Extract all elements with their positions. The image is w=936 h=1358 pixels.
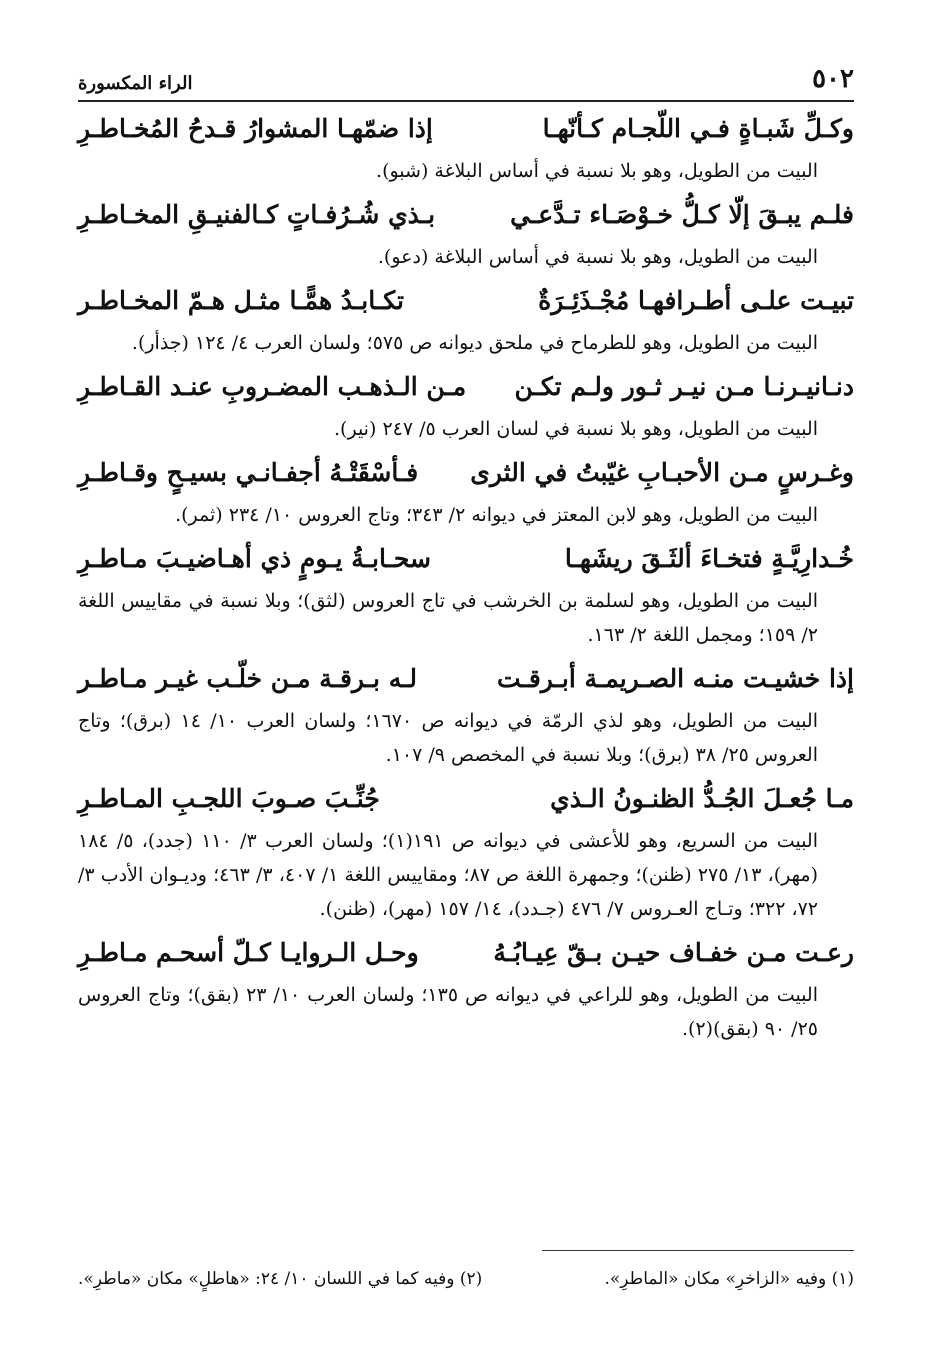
- verse-note: البيت من الطويل، وهو للراعي في ديوانه ص ١٣٥؛ ولسان العرب ١٠/ ٢٣ (بقق)؛ وتاج العروس ٢٥/ ٩٠ (بقق)(٢).: [78, 984, 818, 1040]
- second-hemistich: سحـابـةُ يـومٍ ذي أهـاضيـبَ مـاطـرِ: [78, 544, 431, 573]
- first-hemistich: مـا جُعـلَ الجُـدُّ الظنـونُ الـذي: [550, 784, 854, 813]
- verse-entry: [78, 772, 854, 926]
- verse-line: [78, 360, 854, 414]
- verse-entry: [78, 532, 854, 652]
- running-title: الراء المكسورة: [78, 73, 193, 94]
- first-hemistich: وكـلِّ شَبـاةٍ فـي اللّجـام كـأنّهـا: [542, 114, 854, 143]
- verse-line: [78, 102, 854, 156]
- verse-note: البيت من السريع، وهو للأعشى في ديوانه ص ١٩١(١)؛ ولسان العرب ٣/ ١١٠ (جدد)، ٥/ ١٨٤ (مهر)، ١٣/ ٢٧٥ (ظنن)؛ وجمهرة اللغة ص ٨٧؛ ومقاييس اللغة ١/ ٤٠٧، ٣/ ٤٦٣؛ وديـوان الأدب ٣/ ٧٢، ٣٢٢؛ وتـاج العـروس ٧/ ٤٧٦ (جـدد)، ١٤/ ١٥٧ (مهر)، (ظنن).: [78, 830, 818, 920]
- verse-entry: [78, 274, 854, 360]
- first-hemistich: إذا خشيـت منـه الصـريمـة أبـرقـت: [496, 664, 854, 693]
- first-hemistich: فلـم يبـقَ إلّا كـلُّ خـوْصَـاء تـدَّعـي: [510, 200, 854, 229]
- verse-entry: [78, 446, 854, 532]
- second-hemistich: مـن الـذهـب المضـروبِ عنـد القـاطـرِ: [78, 372, 467, 401]
- first-hemistich: خُـدارِيَّـةٍ فتخـاءَ ألثَـقَ ريشَهـا: [564, 544, 854, 573]
- second-hemistich: فـأسْقَتْـهُ أجفـانـي بسيـحٍ وقـاطـرِ: [78, 458, 419, 487]
- page-header: [78, 52, 854, 102]
- footnote-row: [78, 1265, 854, 1293]
- first-hemistich: رعـت مـن خفـاف حيـن بـقّ عِيـابُـهُ: [493, 938, 854, 967]
- footnote-1: (١) وفيه «الزاخرِ» مكان «الماطرِ».: [604, 1269, 854, 1289]
- footnote-2: (٢) وفيه كما في اللسان ١٠/ ٢٤: «هاطلٍ» مكان «ماطرِ».: [78, 1269, 483, 1289]
- verse-entry: [78, 652, 854, 772]
- second-hemistich: بـذي شُـرُفـاتٍ كـالفنيـقِ المخـاطـرِ: [78, 200, 436, 229]
- verse-note: البيت من الطويل، وهو لسلمة بن الخرشب في تاج العروس (لثق)؛ وبلا نسبة في مقاييس اللغة ٢/ ١٥٩؛ ومجمل اللغة ٢/ ١٦٣.: [78, 590, 818, 646]
- verse-line: [78, 532, 854, 586]
- second-hemistich: وحـل الـروايـا كـلّ أسحـم مـاطـرِ: [78, 938, 419, 967]
- first-hemistich: دنـانيـرنـا مـن نيـر ثـور ولـم تكـن: [514, 372, 854, 401]
- second-hemistich: جُنِّـبَ صـوبَ اللجـبِ المـاطـرِ: [78, 784, 380, 813]
- first-hemistich: وغـرسٍ مـن الأحبـابِ غيّبتُ في الثرى: [470, 458, 854, 487]
- verse-line: [78, 188, 854, 242]
- verse-line: [78, 772, 854, 826]
- footnote-divider: [542, 1250, 854, 1251]
- footnotes: [78, 1250, 854, 1293]
- verse-note: البيت من الطويل، وهو بلا نسبة في أساس البلاغة (دعو).: [377, 246, 818, 268]
- verse-note: البيت من الطويل، وهو للطرماح في ملحق ديوانه ص ٥٧٥؛ ولسان العرب ٤/ ١٢٤ (جذأر).: [131, 332, 818, 354]
- verse-entry: [78, 102, 854, 188]
- verse-entry: [78, 926, 854, 1046]
- verse-line: [78, 274, 854, 328]
- verse-entry: [78, 360, 854, 446]
- page-body: [78, 52, 854, 1046]
- verse-line: [78, 652, 854, 706]
- verse-line: [78, 446, 854, 500]
- second-hemistich: لـه بـرقـة مـن خلّـب غيـر مـاطـر: [78, 664, 418, 693]
- page-number: ٥٠٢: [812, 64, 854, 94]
- verse-note: البيت من الطويل، وهو لذي الرمّة في ديوانه ص ١٦٧٠؛ ولسان العرب ١٠/ ١٤ (برق)؛ وتاج العروس ٢٥/ ٣٨ (برق)؛ وبلا نسبة في المخصص ٩/ ١٠٧.: [78, 710, 818, 766]
- first-hemistich: تبيـت علـى أطـرافهـا مُجْـذَئِـرَةٌ: [538, 286, 854, 315]
- verse-entry: [78, 188, 854, 274]
- verse-note: البيت من الطويل، وهو لابن المعتز في ديوانه ٢/ ٣٤٣؛ وتاج العروس ١٠/ ٢٣٤ (ثمر).: [175, 504, 818, 526]
- verse-note: البيت من الطويل، وهو بلا نسبة في لسان العرب ٥/ ٢٤٧ (نير).: [334, 418, 818, 440]
- second-hemistich: إذا ضمّهـا المشوارُ قـدحُ المُخـاطـرِ: [78, 114, 433, 143]
- verse-line: [78, 926, 854, 980]
- second-hemistich: تكـابـدُ همًّـا مثـل هـمّ المخـاطـر: [78, 286, 404, 315]
- verse-note: البيت من الطويل، وهو بلا نسبة في أساس البلاغة (شبو).: [376, 160, 818, 182]
